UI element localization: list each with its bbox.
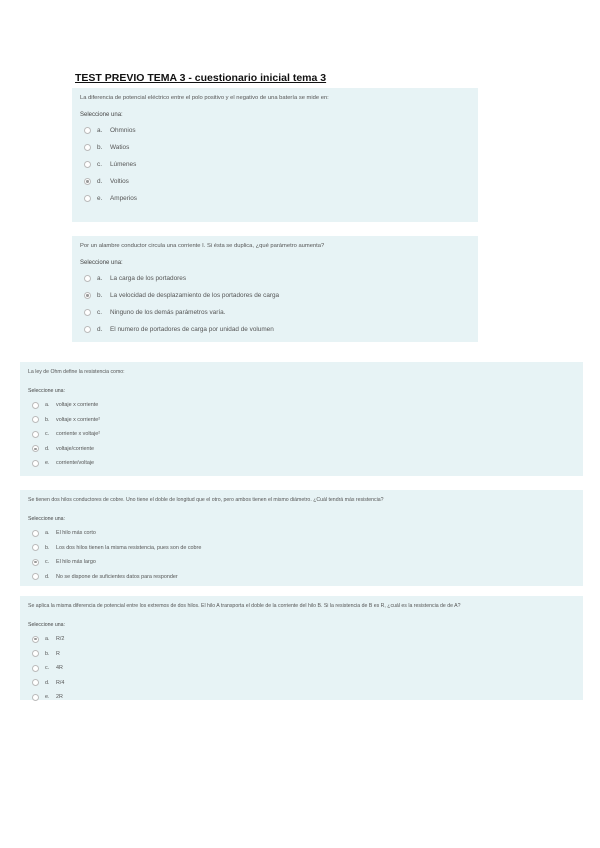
answer-option[interactable] — [80, 139, 470, 156]
radio-button[interactable] — [84, 144, 91, 151]
answer-option[interactable] — [80, 304, 470, 321]
question-text: Se tienen dos hilos conductores de cobre. Uno tiene el doble de longitud que el otro, pero ambos tienen el mismo diámetro. ¿Cuál tendrá más resistencia? — [28, 497, 384, 503]
option-label: El hilo más largo — [56, 559, 96, 566]
option-letter: e. — [45, 694, 50, 701]
option-label: 4R — [56, 665, 63, 672]
option-letter: d. — [45, 679, 50, 686]
option-label: Ninguno de los demás parámetros varía. — [110, 309, 226, 316]
answer-option[interactable] — [28, 541, 575, 556]
radio-button[interactable] — [84, 275, 91, 282]
option-label: No se dispone de suficientes datos para responder — [56, 573, 178, 580]
radio-button[interactable] — [32, 650, 39, 657]
option-letter: a. — [45, 636, 50, 643]
radio-button[interactable] — [32, 694, 39, 701]
answer-option[interactable] — [80, 190, 470, 207]
radio-button[interactable] — [32, 530, 39, 537]
question-text: La ley de Ohm define la resistencia como: — [28, 369, 125, 375]
option-label: Watios — [110, 144, 130, 151]
option-letter: c. — [97, 309, 102, 316]
radio-button[interactable] — [84, 326, 91, 333]
option-label: El hilo más corto — [56, 530, 96, 537]
answer-option[interactable] — [28, 647, 575, 662]
question-card-1 — [72, 88, 478, 222]
answer-option[interactable] — [28, 526, 575, 541]
answer-option[interactable] — [28, 570, 575, 585]
question-text: La diferencia de potencial eléctrico entre el polo positivo y el negativo de una batería se mide en: — [80, 95, 329, 101]
option-label: Amperios — [110, 195, 137, 202]
radio-button[interactable] — [32, 402, 39, 409]
option-label: Voltios — [110, 178, 129, 185]
option-letter: e. — [45, 460, 50, 467]
option-letter: d. — [97, 326, 103, 333]
answer-option[interactable] — [80, 156, 470, 173]
option-label: voltaje x corriente² — [56, 416, 101, 423]
radio-button[interactable] — [84, 309, 91, 316]
radio-button[interactable] — [32, 665, 39, 672]
radio-button[interactable] — [84, 195, 91, 202]
radio-button[interactable] — [84, 127, 91, 134]
select-label: Seleccione una: — [80, 112, 123, 118]
question-card-4 — [20, 490, 583, 586]
option-letter: e. — [97, 195, 103, 202]
radio-button[interactable] — [84, 292, 91, 299]
answer-option[interactable] — [28, 555, 575, 570]
question-card-5 — [20, 596, 583, 700]
option-label: Ohmnios — [110, 127, 136, 134]
option-label: R/4 — [56, 679, 65, 686]
option-letter: b. — [97, 292, 103, 299]
radio-button[interactable] — [32, 573, 39, 580]
option-letter: d. — [97, 178, 103, 185]
select-label: Seleccione una: — [28, 516, 65, 522]
option-label: El numero de portadores de carga por unidad de volumen — [110, 326, 274, 333]
option-letter: b. — [45, 416, 50, 423]
answer-option[interactable] — [80, 270, 470, 287]
radio-button[interactable] — [32, 636, 39, 643]
radio-button[interactable] — [84, 178, 91, 185]
answer-option[interactable] — [28, 398, 575, 413]
answer-option[interactable] — [28, 676, 575, 691]
radio-button[interactable] — [32, 445, 39, 452]
option-label: corriente x voltaje² — [56, 431, 101, 438]
option-label: Los dos hilos tienen la misma resistencia, pues son de cobre — [56, 544, 202, 551]
option-letter: c. — [45, 559, 50, 566]
answer-option[interactable] — [80, 287, 470, 304]
option-letter: b. — [97, 144, 103, 151]
radio-button[interactable] — [32, 559, 39, 566]
option-label: La carga de los portadores — [110, 275, 187, 282]
radio-button[interactable] — [32, 460, 39, 467]
option-label: corriente/voltaje — [56, 460, 95, 467]
option-letter: a. — [45, 530, 50, 537]
option-label: 2R — [56, 694, 63, 701]
option-label: R — [56, 650, 60, 657]
option-letter: c. — [97, 161, 102, 168]
answer-option[interactable] — [28, 661, 575, 676]
answer-option[interactable] — [28, 632, 575, 647]
option-label: voltaje/corriente — [56, 445, 95, 452]
question-text: Por un alambre conductor circula una corriente I. Si ésta se duplica, ¿qué parámetro aumenta? — [80, 243, 325, 249]
answer-option[interactable] — [80, 173, 470, 190]
option-letter: a. — [45, 402, 50, 409]
answer-option[interactable] — [80, 321, 470, 338]
answer-option[interactable] — [28, 690, 575, 705]
answer-option[interactable] — [80, 122, 470, 139]
option-letter: d. — [45, 445, 50, 452]
radio-button[interactable] — [84, 161, 91, 168]
option-letter: a. — [97, 275, 103, 282]
radio-button[interactable] — [32, 431, 39, 438]
radio-button[interactable] — [32, 679, 39, 686]
question-card-3 — [20, 362, 583, 476]
option-letter: b. — [45, 650, 50, 657]
select-label: Seleccione una: — [28, 622, 65, 628]
option-letter: d. — [45, 573, 50, 580]
question-text: Se aplica la misma diferencia de potencial entre los extremos de dos hilos. El hilo A transporta el doble de la corriente del hilo B. Si la resistencia de B es R, ¿cuál es la resistencia de de A? — [28, 603, 461, 609]
option-label: voltaje x corriente — [56, 402, 99, 409]
answer-option[interactable] — [28, 442, 575, 457]
option-label: R/2 — [56, 636, 65, 643]
option-letter: c. — [45, 431, 50, 438]
answer-option[interactable] — [28, 413, 575, 428]
option-letter: c. — [45, 665, 50, 672]
page-title: TEST PREVIO TEMA 3 - cuestionario inicial tema 3 — [75, 72, 327, 84]
question-card-2 — [72, 236, 478, 342]
option-letter: b. — [45, 544, 50, 551]
answer-option[interactable] — [28, 456, 575, 471]
option-label: La velocidad de desplazamiento de los portadores de carga — [110, 292, 280, 299]
radio-button[interactable] — [32, 416, 39, 423]
option-label: Lúmenes — [110, 161, 137, 168]
answer-option[interactable] — [28, 427, 575, 442]
select-label: Seleccione una: — [80, 260, 123, 266]
select-label: Seleccione una: — [28, 388, 65, 394]
radio-button[interactable] — [32, 544, 39, 551]
option-letter: a. — [97, 127, 103, 134]
